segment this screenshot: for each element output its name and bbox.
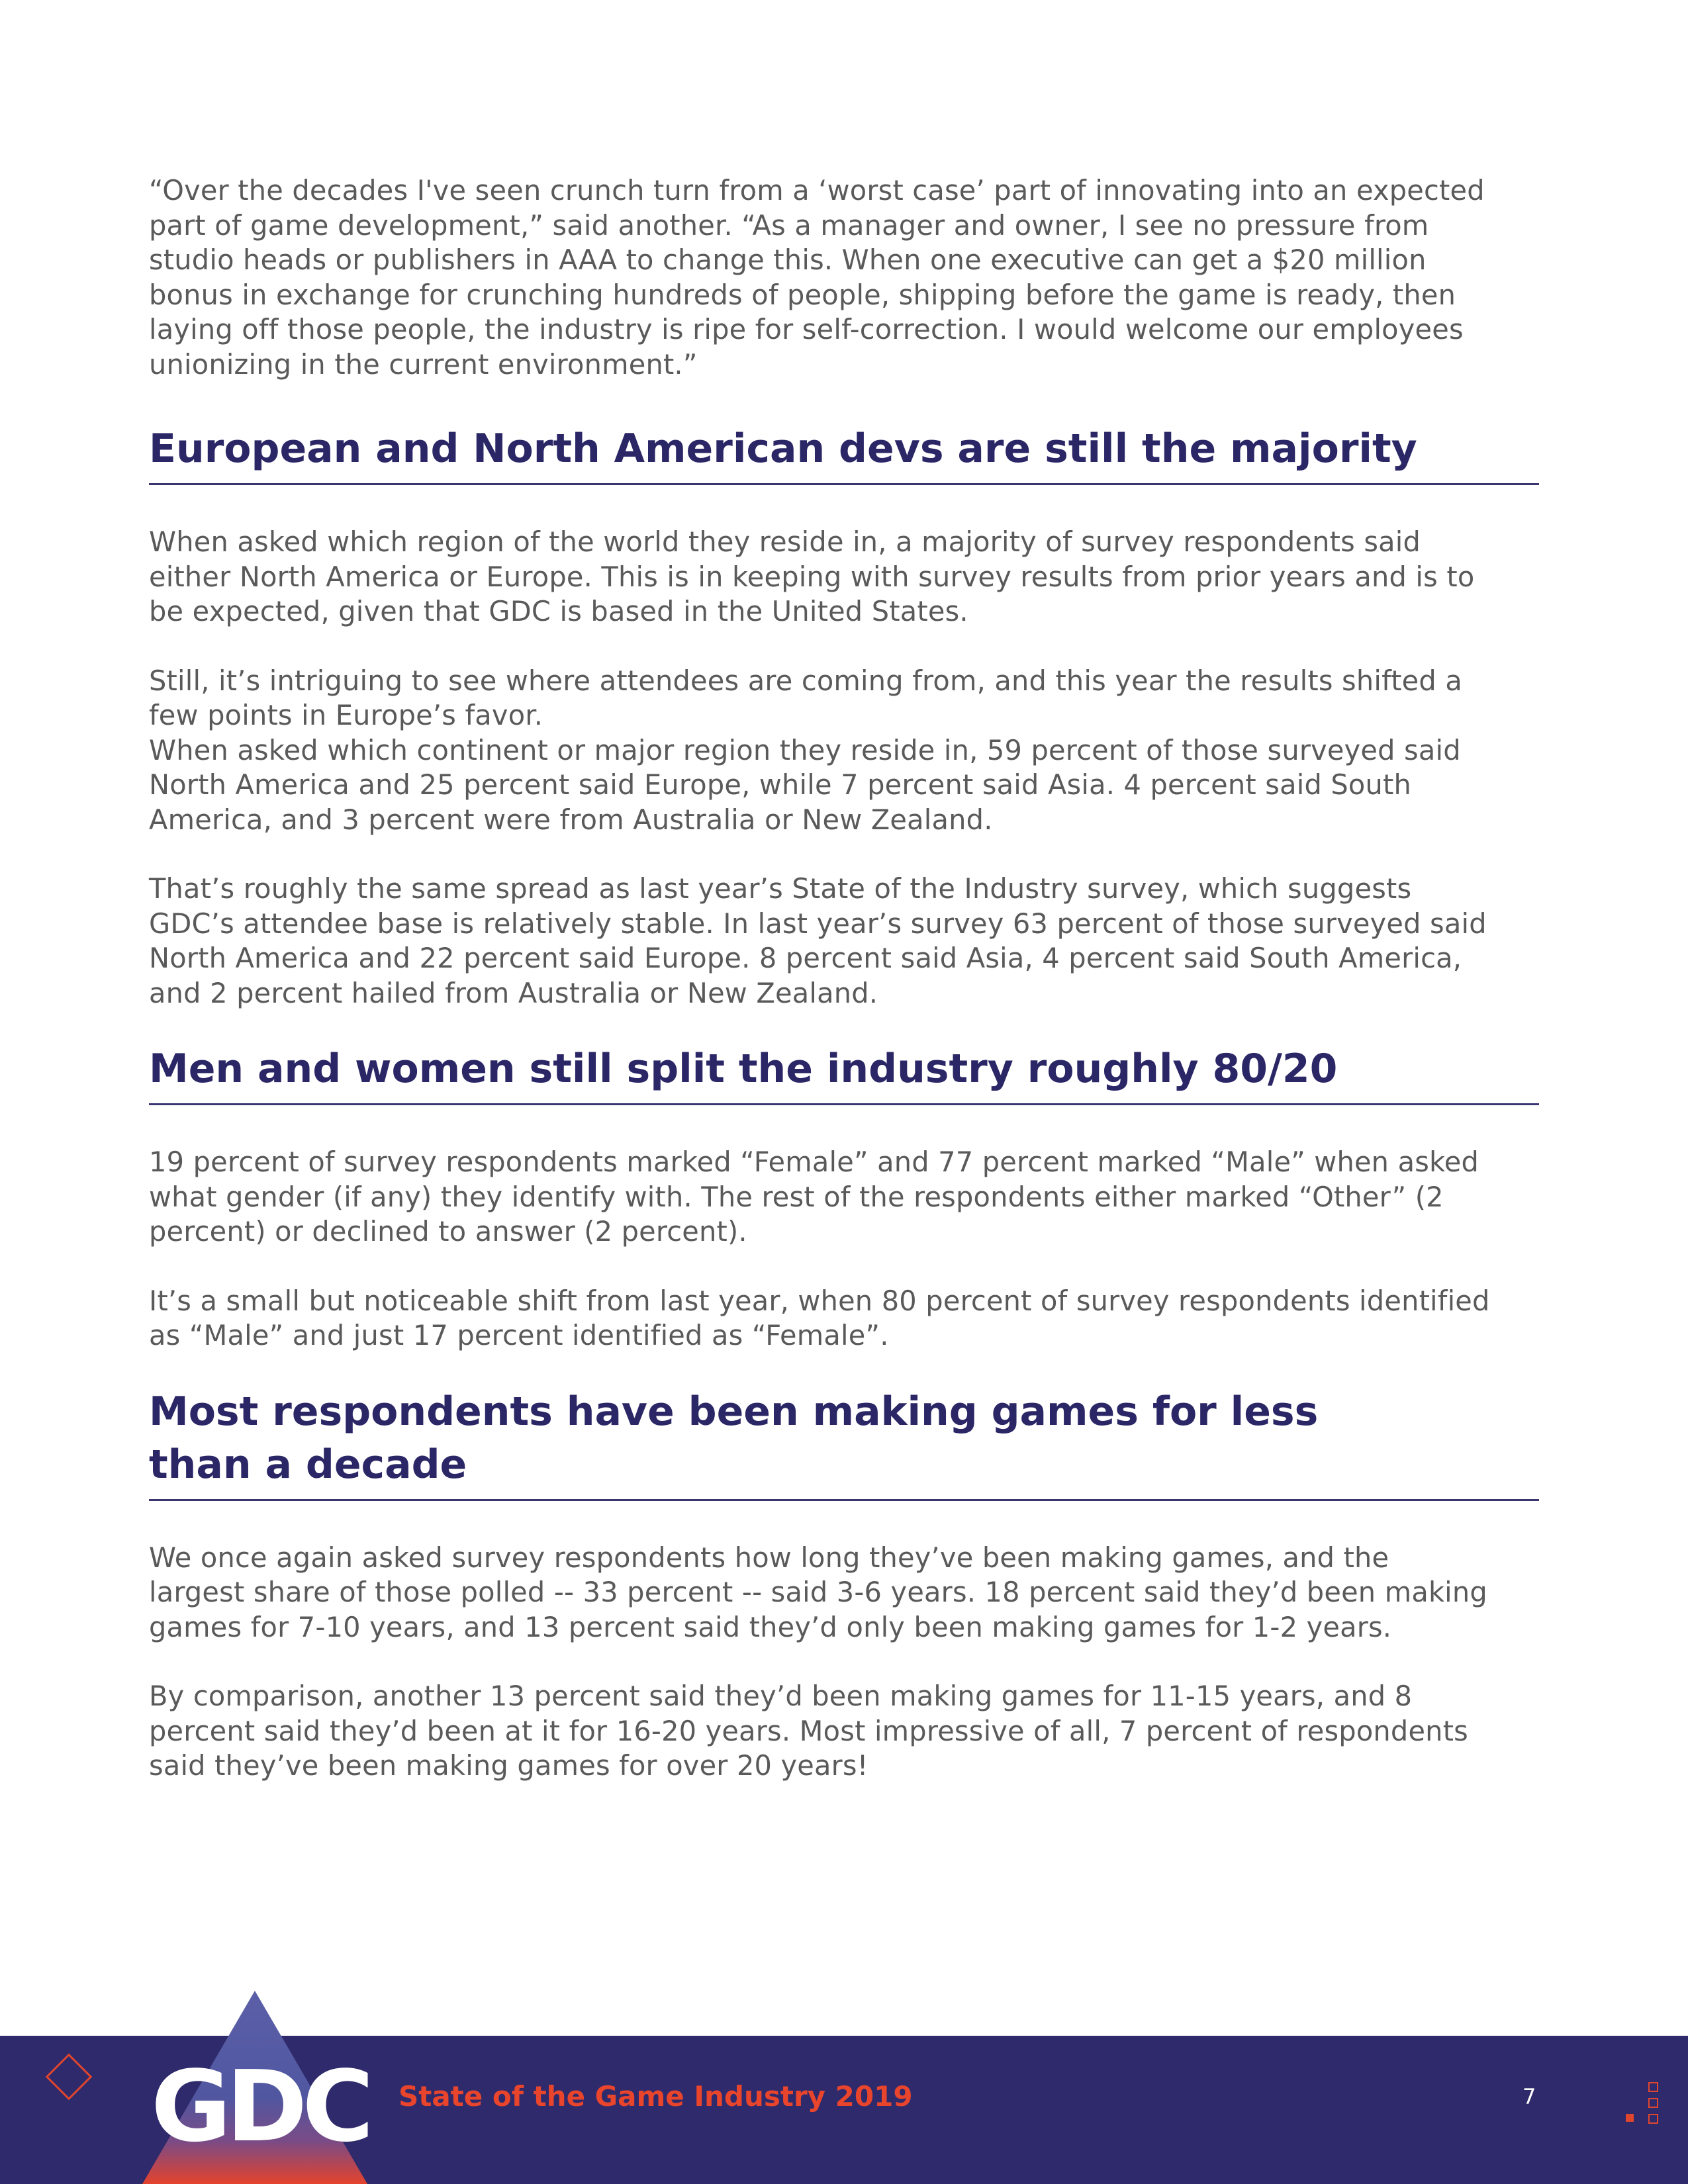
section-heading-experience: Most respondents have been making games for less than a decade [149, 1388, 1319, 1488]
square-filled-icon [1626, 2114, 1634, 2122]
body-paragraph: When asked which region of the world they reside in, a majority of survey respondents said either North America or Europe. This is in keeping with survey results from prior years and is to be expected, given that GDC is based in the United States. [149, 525, 1475, 627]
section-regions [149, 422, 1539, 1011]
page-number: 7 [1523, 2084, 1536, 2109]
section-gender [149, 1042, 1539, 1353]
square-outline-icon [1648, 2114, 1658, 2124]
section-experience [149, 1385, 1539, 1784]
body-paragraph: We once again asked survey respondents how long they’ve been making games, and the largest share of those polled -- 33 percent -- said 3-6 years. 18 percent said they’d been making games for 7-10 years, and 13 percent said they’d only been making games for 1-2 years. [149, 1541, 1487, 1643]
body-paragraph: 19 percent of survey respondents marked “Female” and 77 percent marked “Male” when asked what gender (if any) they identify with. The rest of the respondents either marked “Other” (2 percent) or declined to answer (2 percent). [149, 1146, 1479, 1248]
body-paragraph: Still, it’s intriguing to see where attendees are coming from, and this year the results shifted a few points in Europe’s favor. When asked which continent or major region they reside in, 59 percent of those surveyed said North America and 25 percent said Europe, while 7 percent said Asia. 4 percent said South America, and 3 percent were from Australia or New Zealand. [149, 664, 1462, 836]
heading-divider [149, 1103, 1539, 1105]
heading-divider [149, 483, 1539, 485]
square-outline-icon [1648, 2098, 1658, 2108]
heading-divider [149, 1499, 1539, 1501]
footer-title: State of the Game Industry 2019 [399, 2080, 913, 2113]
body-paragraph: That’s roughly the same spread as last year’s State of the Industry survey, which suggests GDC’s attendee base is relatively stable. In last year’s survey 63 percent of those surveyed said North America and 22 percent said Europe. 8 percent said Asia, 4 percent said South America, and 2 percent hailed from Australia or New Zealand. [149, 872, 1487, 1009]
section-heading-regions: European and North American devs are still the majority [149, 426, 1417, 472]
section-heading-gender: Men and women still split the industry roughly 80/20 [149, 1046, 1338, 1092]
square-outline-icon [1648, 2082, 1658, 2092]
gdc-logo: GDC [151, 2050, 369, 2163]
body-paragraph: It’s a small but noticeable shift from last year, when 80 percent of survey respondents identified as “Male” and just 17 percent identified as “Female”. [149, 1284, 1490, 1351]
page-content [149, 173, 1539, 1784]
body-paragraph: By comparison, another 13 percent said they’d been making games for 11-15 years, and 8 percent said they’d been at it for 16-20 years. Most impressive of all, 7 percent of respondents said they’ve been making games for over 20 years! [149, 1680, 1468, 1782]
intro-quote-paragraph: “Over the decades I've seen crunch turn from a ‘worst case’ part of innovating into an expected part of game development,” said another. “As a manager and owner, I see no pressure from studio heads or publishers in AAA to change this. When one executive can get a $20 million bonus in exchange for crunching hundreds of people, shipping before the game is ready, then laying off those people, the industry is ripe for self-correction. I would welcome our employees unionizing in the current environment.” [149, 174, 1485, 381]
